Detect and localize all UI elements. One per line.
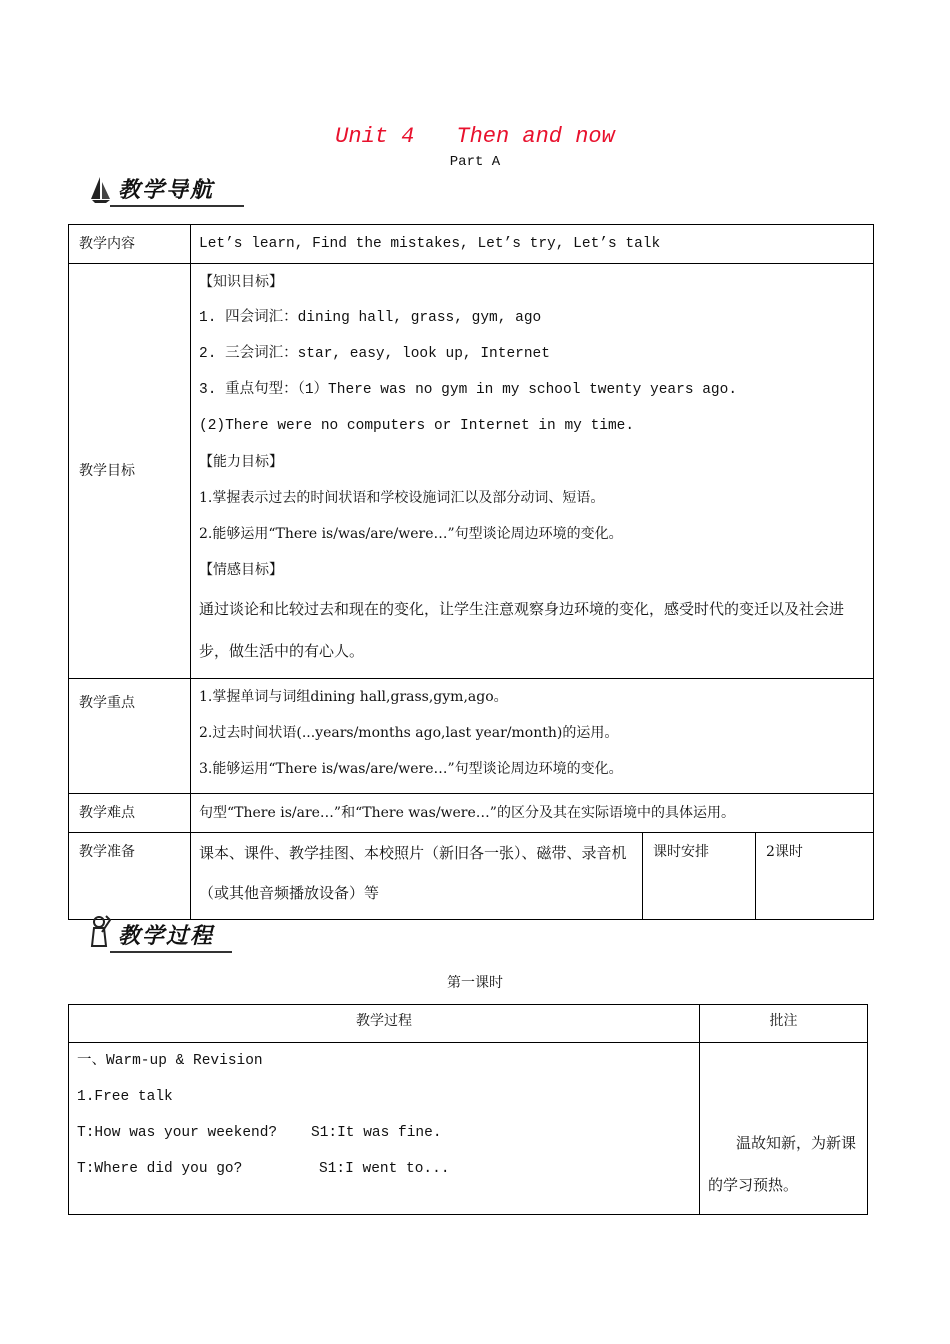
process-line: 1.Free talk [77,1089,173,1105]
dialog-teacher: T:Where did you go? [77,1161,243,1177]
column-header-notes: 批注 [700,1005,868,1043]
goal-line: 1. 四会词汇：dining hall, grass, gym, ago [199,310,542,326]
title-name: Then and now [456,124,615,149]
table-row [69,794,874,833]
key-line: 1.掌握单词与词组dining hall,grass,gym,ago。 [199,689,508,705]
key-label: 教学重点 [69,679,191,794]
section-heading-process [88,914,232,950]
key-cell [191,679,874,794]
goal-line: 2. 三会词汇：star, easy, look up, Internet [199,346,550,362]
table-row [69,1043,868,1215]
teaching-nav-table [68,224,874,920]
goal-line: (2)There were no computers or Internet in my time. [199,418,635,434]
key-line: 3.能够运用“There is/was/are/were…”句型谈论周边环境的变化。 [199,761,623,777]
goal-line: 2.能够运用“There is/was/are/were…”句型谈论周边环境的变化。 [199,526,623,542]
section-label: 教学过程 [118,924,215,949]
column-header-process: 教学过程 [69,1005,700,1043]
note-cell: 温故知新，为新课的学习预热。 [700,1043,868,1215]
table-row [69,833,874,920]
schedule-label: 课时安排 [643,833,756,920]
pencil-figure-icon [88,914,114,950]
dialog-student: S1:It was fine. [311,1125,442,1141]
teaching-process-table [68,1004,868,1215]
process-line: 一、Warm-up & Revision [77,1053,263,1069]
section-label: 教学导航 [118,178,215,203]
period-title: 第一课时 [447,975,503,991]
document-subtitle: Part A [449,154,501,170]
process-cell [69,1043,700,1215]
difficulty-label: 教学难点 [69,794,191,833]
prep-label: 教学准备 [69,833,191,920]
title-unit: Unit 4 [335,124,415,149]
section-heading-nav [88,168,244,204]
prep-value: 课本、课件、教学挂图、本校照片（新旧各一张）、磁带、录音机（或其他音频播放设备）等 [191,833,643,920]
content-label: 教学内容 [69,225,191,264]
sailboat-icon [88,174,114,204]
goal-line: 通过谈论和比较过去和现在的变化，让学生注意观察身边环境的变化，感受时代的变迁以及社会进步，做生活中的有心人。 [199,600,845,660]
goals-cell [191,264,874,679]
emotion-heading: 【情感目标】 [199,562,283,578]
document-title [0,124,950,149]
schedule-value: 2课时 [756,833,874,920]
key-line: 2.过去时间状语(...years/months ago,last year/month)的运用。 [199,725,619,741]
table-row [69,264,874,679]
process-line [77,1115,691,1151]
dialog-student: S1:I went to... [319,1161,450,1177]
table-row [69,225,874,264]
knowledge-heading: 【知识目标】 [199,274,283,290]
content-value: Let’s learn, Find the mistakes, Let’s try, Let’s talk [191,225,874,264]
table-header-row [69,1005,868,1043]
dialog-teacher: T:How was your weekend? [77,1125,278,1141]
goals-label: 教学目标 [69,264,191,679]
difficulty-value: 句型“There is/are…”和“There was/were…”的区分及其在实际语境中的具体运用。 [191,794,874,833]
goal-line: 1.掌握表示过去的时间状语和学校设施词汇以及部分动词、短语。 [199,490,605,506]
goal-line: 3. 重点句型：（1）There was no gym in my school twenty years ago. [199,382,738,398]
process-line [77,1151,691,1187]
ability-heading: 【能力目标】 [199,454,283,470]
table-row [69,679,874,794]
